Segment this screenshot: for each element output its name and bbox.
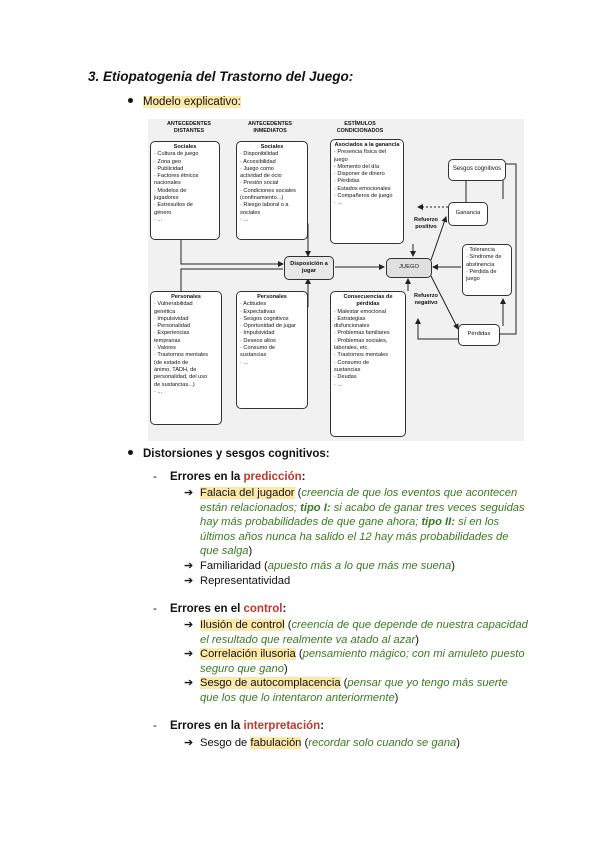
title-keyword: interpretación [243, 720, 321, 732]
arrow-icon: ➔ [184, 560, 194, 572]
section-control-title [153, 603, 286, 615]
title-suffix: : [301, 471, 306, 483]
box-item: · ... [154, 216, 163, 223]
box-item: · ... [334, 200, 343, 207]
label-refuerzo-negativo: Refuerzo negativo [414, 293, 438, 306]
box-item: · Estresultos de [154, 202, 193, 209]
paren-close: ) [451, 560, 455, 572]
box-item: · Actitudes [240, 301, 267, 308]
title-prefix: Errores en el [170, 603, 244, 615]
box-title: Sociales [260, 144, 284, 150]
box-ganancia: Ganancia [448, 202, 488, 226]
paren-open: ( [284, 619, 292, 631]
falacia-desc-2b: si acabo de ganar tres veces seguidas [330, 501, 525, 514]
box-item: · Estados emocionales [334, 185, 391, 192]
arrow-icon: ➔ [184, 677, 194, 689]
box-item: nacionales [154, 180, 181, 187]
paren-close: ) [248, 545, 253, 558]
box-item: · Sesgos cognitivos [240, 315, 289, 322]
box-item: · Zona geo [154, 158, 182, 165]
arrow-icon: ➔ [184, 575, 194, 587]
box-item: · Deseos altos [240, 337, 276, 344]
header-estimulos: ESTÍMULOS CONDICIONADOS [336, 121, 384, 134]
item-representatividad [184, 574, 290, 589]
box-item: · Valores [154, 345, 176, 352]
box-item: actividad de ocio [240, 173, 282, 180]
box-item: · Consumo de [334, 359, 370, 366]
sesgo-desc-2: que los que lo intentaron anteriormente [200, 691, 395, 704]
tipo-2: tipo II: [421, 516, 455, 529]
box-item: personalidad, del uso [154, 374, 208, 381]
box-item: · Impulsividad [240, 330, 275, 337]
box-item: · ... [334, 381, 343, 388]
ilusion-desc-2: el resultado que realmente va atado al azar [200, 633, 416, 646]
box-title: Personales [171, 294, 201, 300]
falacia-desc-4: últimos años nunca ha salido el 12 hay más probabilidades de [200, 530, 509, 543]
box-personales-inmediatos [236, 291, 308, 409]
box-item: · Presión social [240, 180, 279, 187]
falacia-desc-2a: están relacionados; [200, 501, 301, 514]
modelo-label: Modelo explicativo: [143, 96, 241, 108]
box-item: disfuncionales [334, 323, 370, 330]
box-item: juego [334, 156, 348, 163]
falacia-desc-5: que salga [200, 545, 249, 558]
box-title: Asociados a la ganancia [334, 142, 400, 148]
box-item: · Impulsividad [154, 315, 189, 322]
falacia-desc-3a: hay más probabilidades de que gane ahora; [200, 516, 422, 529]
label-refuerzo-positivo: Refuerzo positivo [414, 217, 438, 230]
section-interpretacion-title [153, 720, 324, 732]
box-item: · Modelos de [154, 187, 187, 194]
box-item: · Disponibilidad [240, 151, 279, 158]
sesgo-desc-1: pensar que yo tengo más suerte [347, 677, 508, 689]
box-item: · ... [240, 359, 249, 366]
arrow-icon: ➔ [184, 619, 194, 631]
arrow-icon: ➔ [184, 737, 194, 749]
box-item: · Presencia física del [334, 149, 386, 156]
box-item: · Tolerancia [466, 247, 495, 253]
box-asociados-ganancia [330, 139, 404, 244]
distorsiones-label: Distorsiones y sesgos cognitivos: [143, 448, 330, 460]
dash: - [153, 720, 157, 732]
box-item: genética [154, 308, 176, 315]
paren-open: ( [340, 677, 348, 689]
dash: - [153, 603, 157, 615]
sesgo-term: Sesgo de autocomplacencia [200, 677, 341, 689]
paren-close: ) [283, 662, 288, 675]
ilusion-term: Ilusión de control [200, 619, 285, 631]
paren-open: ( [301, 737, 309, 749]
paren-close: ) [415, 633, 419, 646]
falacia-desc-1: creencia de que los eventos que acontecen [301, 487, 518, 499]
header-antecedentes-inmediatos: ANTECEDENTES INMEDIATOS [247, 121, 293, 134]
item-familiaridad [184, 559, 455, 574]
box-item: · ... [240, 216, 249, 223]
paren-open: ( [294, 487, 302, 499]
correlacion-desc-2: seguro que gano [200, 662, 284, 675]
section-heading: 3. Etiopatogenia del Trastorno del Juego: [88, 69, 354, 84]
tipo-1: tipo I: [300, 501, 331, 514]
box-sociales-inmediatos [236, 141, 308, 240]
box-disposicion: Disposición a jugar [284, 256, 334, 280]
box-item: · Momento del día [334, 163, 380, 170]
box-title: Sociales [173, 144, 197, 150]
falacia-term: Falacia del jugador [200, 487, 295, 499]
bullet-dot [128, 450, 133, 455]
bullet-distorsiones [128, 448, 330, 460]
box-tolerancia [462, 244, 512, 296]
box-item: · Estrategias [334, 315, 366, 322]
paren-open: ( [295, 648, 303, 660]
box-item: · Factores étnicos [154, 173, 199, 180]
box-item: · Pérdida de [466, 268, 497, 275]
box-item: · Condiciones sociales [240, 187, 296, 194]
representatividad-term: Representatividad [200, 575, 291, 587]
box-item: · Riesgo laboral o a [240, 202, 289, 209]
arrow-icon: ➔ [184, 648, 194, 660]
fabulacion-desc: recordar solo cuando se gana [308, 737, 457, 749]
box-item: · Compañeros de juego [334, 193, 393, 200]
box-item: · Expectativas [240, 308, 276, 315]
paren-close: ) [394, 691, 399, 704]
box-item: · Malestar emocional [334, 308, 386, 315]
box-item: · Problemas familiares [334, 330, 390, 337]
box-item: sustancias [240, 352, 267, 359]
box-item: · Personalidad [154, 323, 191, 330]
box-item: · Síndrome de [466, 254, 502, 261]
item-autocomplacencia [184, 676, 528, 705]
title-keyword: predicción [243, 471, 302, 483]
familiaridad-desc: apuesto más a lo que más me suena [267, 560, 452, 572]
box-item: juego [466, 276, 480, 283]
box-item: · Pérdidas [334, 178, 360, 185]
title-prefix: Errores en la [170, 720, 244, 732]
box-consecuencias [330, 291, 406, 437]
title-keyword: control [243, 603, 283, 615]
sesgo-de: Sesgo de [200, 737, 251, 749]
box-item: sustancias [334, 366, 361, 373]
box-item: (de estado de [154, 359, 189, 366]
box-item: · Consumo de [240, 345, 276, 352]
header-antecedentes-distantes: ANTECEDENTES DISTANTES [166, 121, 212, 134]
paren-close: ) [456, 737, 461, 749]
falacia-desc-3b: si en los [455, 516, 500, 529]
box-item: · ... [154, 388, 163, 395]
box-title: Consecuencias de pérdidas [343, 294, 393, 308]
title-prefix: Errores en la [170, 471, 244, 483]
title-suffix: : [282, 603, 287, 615]
box-item: · Problemas sociales, [334, 337, 388, 344]
section-prediccion-title [153, 471, 306, 483]
box-item: · Trastornos mentales [154, 352, 209, 359]
correlacion-desc-1: pensamiento mágico; con mi amuleto puesto [302, 648, 525, 660]
box-item: · Oportunidad de jugar [240, 323, 296, 330]
box-item: · Cultura de juego [154, 151, 199, 158]
box-item: de sustancias...) [154, 381, 195, 388]
familiaridad-term: Familiaridad ( [200, 560, 268, 572]
item-fabulacion [184, 736, 460, 751]
box-item: · Juego como [240, 165, 274, 172]
box-item: tempranas [154, 337, 181, 344]
box-item: abstinencia [466, 261, 495, 268]
box-sociales-distantes [150, 141, 220, 240]
box-item: · Experiencias [154, 330, 190, 337]
item-falacia [184, 486, 528, 559]
box-perdidas: Pérdidas [458, 324, 500, 346]
box-item: laborales, etc. [334, 345, 369, 352]
box-personales-distantes [150, 291, 222, 425]
box-juego: JUEGO [386, 258, 432, 278]
box-item: · Publicidad [154, 165, 184, 172]
box-item: (confinamiento...) [240, 195, 284, 202]
bullet-modelo [128, 96, 241, 108]
item-ilusion [184, 618, 528, 647]
arrow-icon: ➔ [184, 487, 194, 499]
box-item: ánimo, TADH, de [154, 366, 197, 373]
box-item: · Accesibilidad [240, 158, 276, 165]
box-title: Personales [257, 294, 287, 300]
title-suffix: : [320, 720, 325, 732]
fabulacion-term: fabulación [250, 737, 302, 749]
box-item: jugadores [154, 195, 179, 202]
box-item: · Trastornos mentales [334, 352, 389, 359]
dash: - [153, 471, 157, 483]
correlacion-term: Correlación ilusoria [200, 648, 296, 660]
box-item: · Vulnerabilidad [154, 301, 193, 308]
box-sesgos: Sesgos cognitivos [448, 159, 506, 181]
box-item: sociales [240, 209, 261, 216]
box-item: género [154, 209, 172, 216]
item-correlacion [184, 647, 528, 676]
box-item: · Deudas [334, 374, 357, 381]
bullet-dot [128, 98, 133, 103]
ilusion-desc-1: creencia de que depende de nuestra capacidad [291, 619, 528, 631]
box-item: · Disponer de dinero [334, 171, 385, 178]
explanatory-model-diagram [148, 119, 524, 441]
